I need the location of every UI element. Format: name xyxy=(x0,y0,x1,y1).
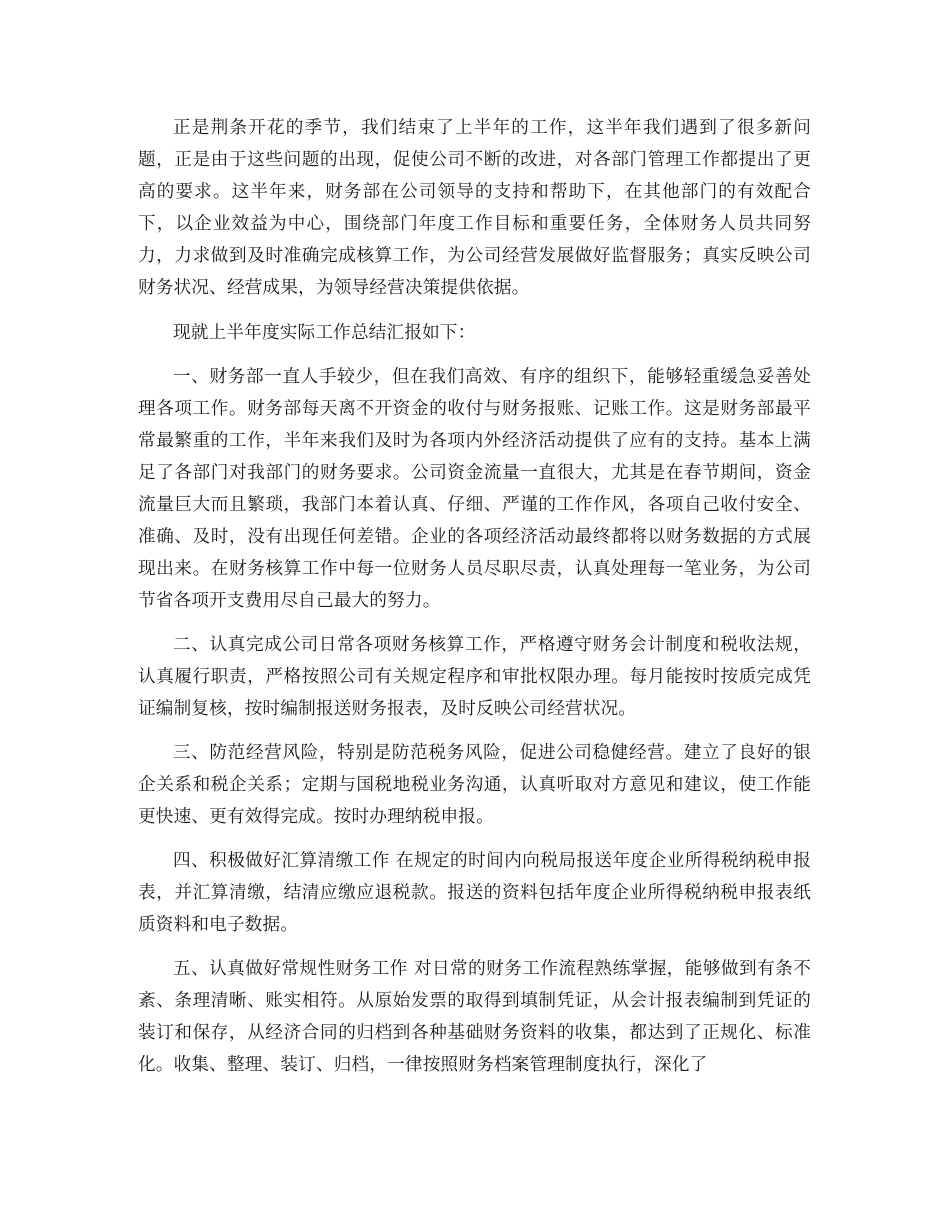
paragraph-summary-lead: 现就上半年度实际工作总结汇报如下： xyxy=(173,323,476,343)
paragraph-item-4: 四、积极做好汇算清缴工作 在规定的时间内向税局报送年度企业所得税纳税申报表，并汇算清缴，结清应缴应退税款。报送的资料包括年度企业所得税纳税申报表纸质资料和电子数据。 xyxy=(138,851,811,935)
paragraph-item-2: 二、认真完成公司日常各项财务核算工作，严格遵守财务会计制度和税收法规，认真履行职责，严格按照公司有关规定程序和审批权限办理。每月能按时按质完成凭证编制复核，按时编制报送财务报表，及时反映公司经营状况。 xyxy=(138,635,811,719)
document-body xyxy=(138,112,811,1093)
paragraph-item-5: 五、认真做好常规性财务工作 对日常的财务工作流程熟练掌握，能够做到有条不紊、条理清晰、账实相符。从原始发票的取得到填制凭证，从会计报表编制到凭证的装订和保存，从经济合同的归档到各种基础财务资料的收集，都达到了正规化、标准化。收集、整理、装订、归档，一律按照财务档案管理制度执行，深化了 xyxy=(138,959,811,1075)
paragraph-intro: 正是荆条开花的季节，我们结束了上半年的工作，这半年我们遇到了很多新问题，正是由于这些问题的出现，促使公司不断的改进，对各部门管理工作都提出了更高的要求。这半年来，财务部在公司领导的支持和帮助下，在其他部门的有效配合下，以企业效益为中心，围绕部门年度工作目标和重要任务，全体财务人员共同努力，力求做到及时准确完成核算工作，为公司经营发展做好监督服务；真实反映公司财务状况、经营成果，为领导经营决策提供依据。 xyxy=(138,118,811,298)
paragraph-item-1: 一、财务部一直人手较少，但在我们高效、有序的组织下，能够轻重缓急妥善处理各项工作。财务部每天离不开资金的收付与财务报账、记账工作。这是财务部最平常最繁重的工作，半年来我们及时为各项内外经济活动提供了应有的支持。基本上满足了各部门对我部门的财务要求。公司资金流量一直很大，尤其是在春节期间，资金流量巨大而且繁琐，我部门本着认真、仔细、严谨的工作作风，各项自己收付安全、准确、及时，没有出现任何差错。企业的各项经济活动最终都将以财务数据的方式展现出来。在财务核算工作中每一位财务人员尽职尽责，认真处理每一笔业务，为公司节省各项开支费用尽自己最大的努力。 xyxy=(138,367,811,611)
paragraph-item-3: 三、防范经营风险，特别是防范税务风险，促进公司稳健经营。建立了良好的银企关系和税企关系；定期与国税地税业务沟通，认真听取对方意见和建议，使工作能更快速、更有效得完成。按时办理纳税申报。 xyxy=(138,743,811,827)
